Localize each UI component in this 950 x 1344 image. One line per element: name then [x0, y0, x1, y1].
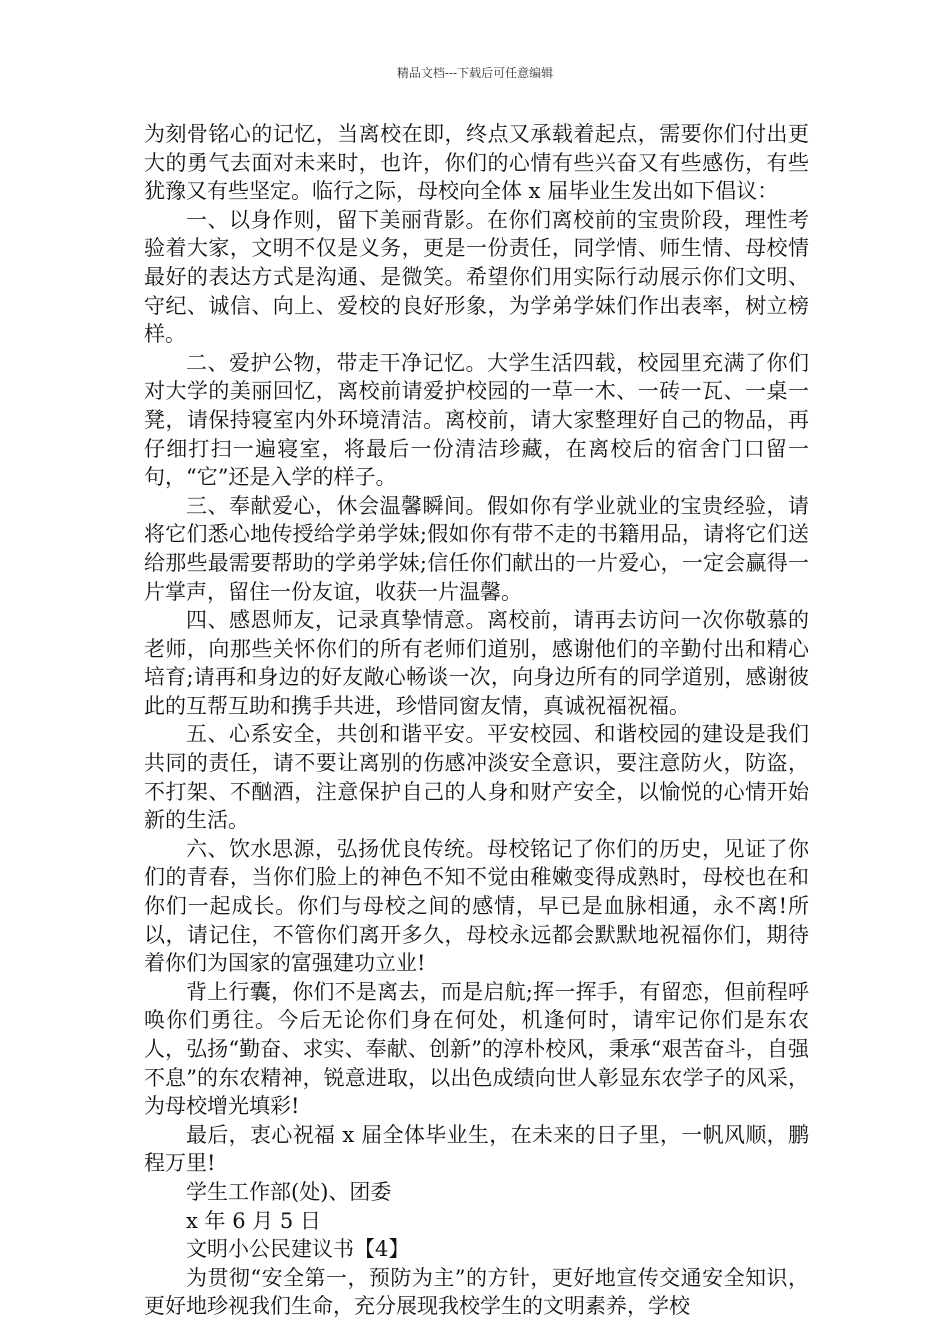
paragraph-proposal-6: 六、饮水思源，弘扬优良传统。母校铭记了你们的历史，见证了你们的青春，当你们脸上的神色不知不觉由稚嫩变得成熟时，母校也在和你们一起成长。你们与母校之间的感情，早已是血脉相通，永不离!所以，请记住，不管你们离开多久，母校永远都会默默地祝福你们，期待着你们为国家的富强建功立业!	[144, 836, 809, 976]
paragraph-proposal-5: 五、心系安全，共创和谐平安。平安校园、和谐校园的建设是我们共同的责任，请不要让离别的伤感冲淡安全意识，要注意防火，防盗，不打架、不酗酒，注意保护自己的人身和财产安全，以愉悦的心情开始新的生活。	[144, 722, 809, 833]
document-body	[144, 120, 809, 1321]
paragraph-proposal-1: 一、以身作则，留下美丽背影。在你们离校前的宝贵阶段，理性考验着大家，文明不仅是义务，更是一份责任，同学情、师生情、母校情最好的表达方式是沟通、是微笑。希望你们用实际行动展示你们文明、守纪、诚信、向上、爱校的良好形象，为学弟学妹们作出表率，树立榜样。	[144, 207, 809, 347]
page-header: 精品文档---下载后可任意编辑	[396, 66, 554, 80]
paragraph-next-section: 为贯彻“安全第一，预防为主”的方针，更好地宣传交通安全知识，更好地珍视我们生命，充分展现我校学生的文明素养，学校	[144, 1265, 809, 1319]
paragraph-proposal-3: 三、奉献爱心，休会温馨瞬间。假如你有学业就业的宝贵经验，请将它们悉心地传授给学弟学妹;假如你有带不走的书籍用品，请将它们送给那些最需要帮助的学弟学妹;信任你们献出的一片爱心，一定会赢得一片掌声，留住一份友谊，收获一片温馨。	[144, 493, 809, 604]
signature-date: x 年 6 月 5 日	[186, 1208, 321, 1233]
paragraph-proposal-4: 四、感恩师友，记录真挚情意。离校前，请再去访问一次你敬慕的老师，向那些关怀你们的所有老师们道别，感谢他们的辛勤付出和精心培育;请再和身边的好友敞心畅谈一次，向身边所有的同学道别，感谢彼此的互帮互助和携手共进，珍惜同窗友情，真诚祝福祝福。	[144, 608, 809, 718]
paragraph-intro: 为刻骨铭心的记忆，当离校在即，终点又承载着起点，需要你们付出更大的勇气去面对未来时，也许，你们的心情有些兴奋又有些感伤，有些犹豫又有些坚定。临行之际，母校向全体 x 届毕业生发出如下倡议：	[144, 122, 809, 204]
paragraph-closing: 最后，衷心祝福 x 届全体毕业生，在未来的日子里，一帆风顺，鹏程万里!	[144, 1122, 809, 1176]
paragraph-proposal-2: 二、爱护公物，带走干净记忆。大学生活四载，校园里充满了你们对大学的美丽回忆，离校前请爱护校园的一草一木、一砖一瓦、一桌一凳，请保持寝室内外环境清洁。离校前，请大家整理好自己的物品，再仔细打扫一遍寝室，将最后一份清洁珍藏，在离校后的宿舍门口留一句，“它”还是入学的样子。	[144, 350, 809, 490]
section-title: 文明小公民建议书【4】	[186, 1237, 410, 1262]
signature-department: 学生工作部(处)、团委	[186, 1179, 392, 1204]
paragraph-farewell: 背上行囊，你们不是离去，而是启航;挥一挥手，有留恋，但前程呼唤你们勇往。今后无论你们身在何处，机逢何时，请牢记你们是东农人，弘扬“勤奋、求实、奉献、创新”的淳朴校风，秉承“艰苦奋斗，自强不息”的东农精神，锐意进取，以出色成绩向世人彰显东农学子的风采，为母校增光填彩!	[144, 979, 809, 1119]
